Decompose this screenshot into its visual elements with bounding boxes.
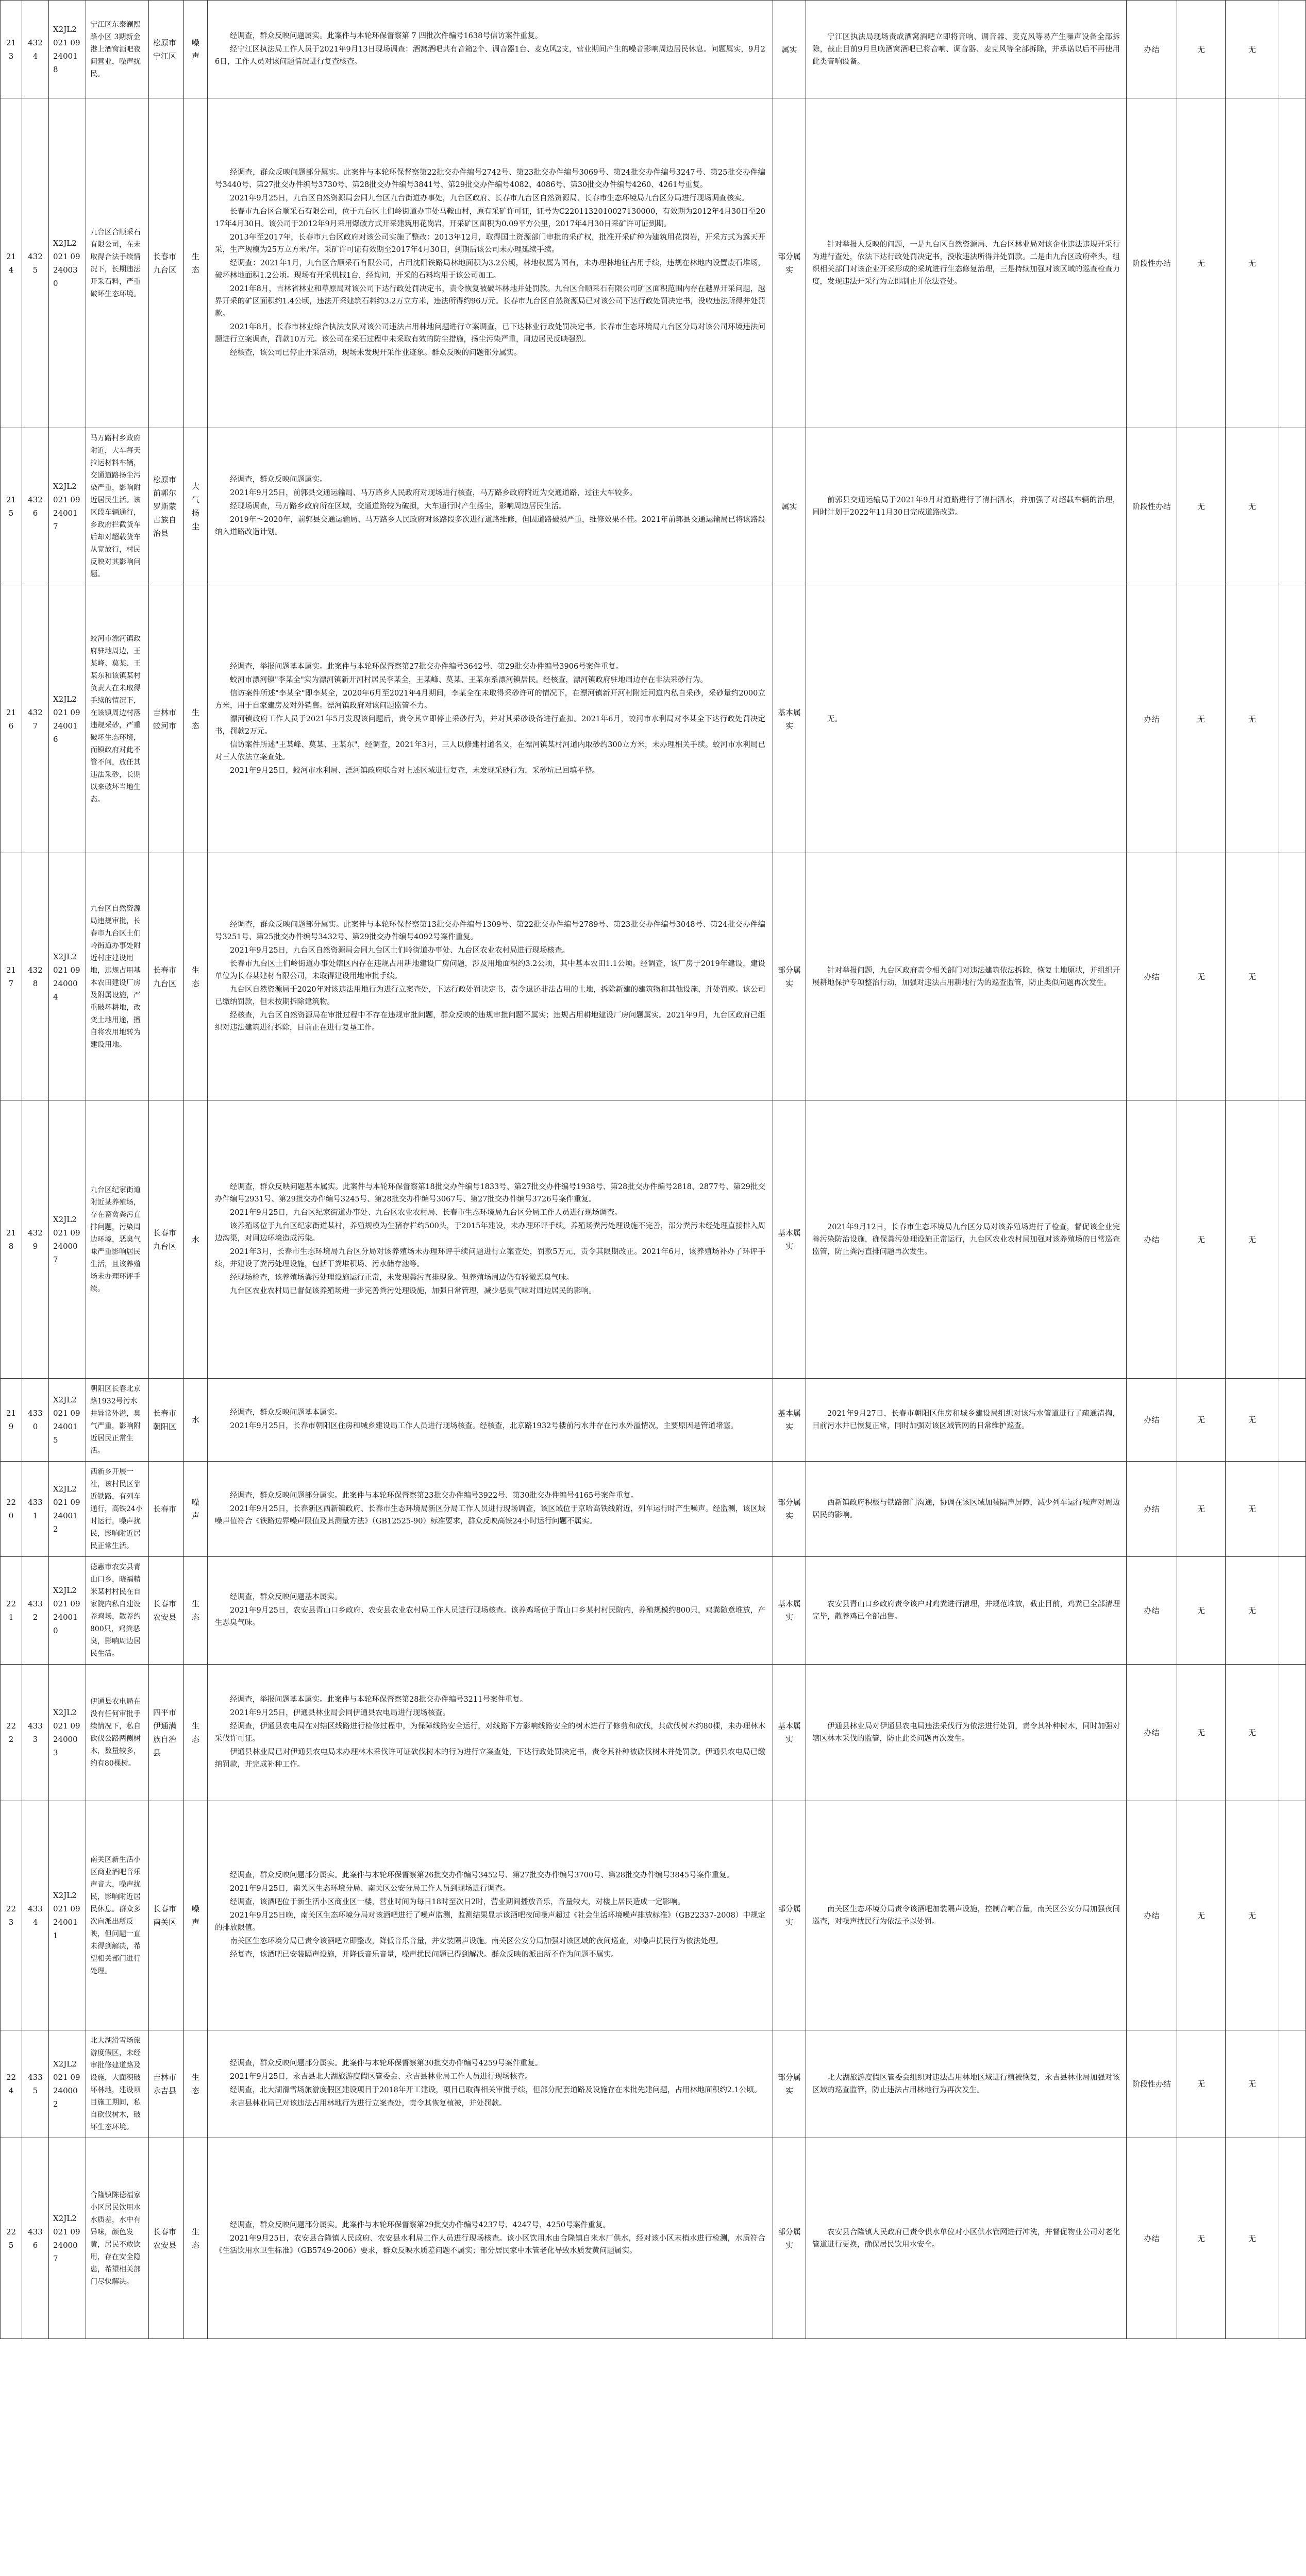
accountability-cell: 无: [1226, 98, 1279, 428]
detail-paragraph: 2021年9月25日，九台区纪家街道办事处、九台区农业农村局、长春市生态环境局九台区分局工作人员进行现场调查。: [230, 1208, 622, 1217]
penalty-cell: 无: [1177, 585, 1226, 853]
penalty-cell: 无: [1177, 1462, 1226, 1557]
investigation-detail-cell: [208, 98, 773, 428]
measures-text: 前郭县交通运输局于2021年9月对道路进行了清扫洒水，并加强了对超载车辆的治理，同时计划于2022年11月30日完成道路改造。: [812, 496, 1120, 517]
blank-cell: [1279, 2030, 1306, 2138]
detail-paragraph: 经调查，群众反映问题基本属实。: [230, 1593, 342, 1601]
table-row: [1, 1557, 1306, 1665]
blank-cell: [1279, 1462, 1306, 1557]
admin-area-cell: 吉林市蛟河市: [149, 585, 184, 853]
detail-paragraph: 2021年9月25日晚，南关区生态环境分局对该酒吧进行了噪声监测，监测结果显示该酒吧夜间噪声超过《社会生活环境噪声排放标准》（GB22337-2008）中规定的排放限值。: [215, 1911, 765, 1932]
complaint-cell: 马万路村乡政府附近，大车每天拉运材料车辆，交通道路扬尘污染严重，影响附近居民生活。该区段车辆通行，乡政府拦截货车后却对超载货车从宽放行，村民反映对其影响问题。: [86, 428, 149, 585]
table-row: [1, 853, 1306, 1100]
detail-paragraph: 2021年9月25日，九台区自然资源局会同九台区九台街道办事处，九台区政府、长春市九台区自然资源局、长春市生态环境局九台区分局进行现场调查核实。: [230, 194, 749, 202]
measures-cell: [806, 2138, 1127, 2339]
id-cell: 4327: [22, 585, 49, 853]
measures-cell: [806, 98, 1127, 428]
pollution-type-cell: 生态: [184, 2138, 208, 2339]
detail-paragraph: 2021年9月25日，农安县青山口乡政府、农安县农业农村局工作人员进行现场核查。该养鸡场位于青山口乡某村村民院内，养殖规模约800只，鸡粪随意堆放，产生恶臭气味。: [215, 1606, 765, 1627]
seq-cell: 221: [1, 1557, 22, 1665]
completion-status-cell: 办结: [1127, 1379, 1177, 1462]
completion-status-cell: 阶段性办结: [1127, 428, 1177, 585]
detail-paragraph: 南关区生态环境分局已责令该酒吧立即整改，降低音乐音量，并安装隔声设施。南关区公安分局加强对该区域的夜间巡查，对噪声扰民行为依法处理。: [230, 1937, 723, 1945]
case-no-cell: X2JL2021 09240003: [49, 1665, 86, 1801]
id-cell: 4334: [22, 1801, 49, 2030]
complaint-cell: 合隆镇陈德福家小区居民饮用水水质差，水中有异味，颜色发黄，居民不敢饮用，存在安全隐患，希望相关部门尽快解决。: [86, 2138, 149, 2339]
investigation-detail-cell: [208, 428, 773, 585]
pollution-type-cell: 生态: [184, 1665, 208, 1801]
admin-area-cell: 长春市: [149, 1462, 184, 1557]
id-cell: 4328: [22, 853, 49, 1100]
penalty-cell: 无: [1177, 2138, 1226, 2339]
completion-status-cell: 阶段性办结: [1127, 98, 1177, 428]
investigation-detail-cell: [208, 2138, 773, 2339]
verification-status-cell: 属实: [773, 428, 806, 585]
seq-cell: 218: [1, 1100, 22, 1379]
detail-paragraph: 信访案件所述"王某峰、莫某、王某东"，经调查，2021年3月，三人以修建村道名义，在漂河镇某村河道内取砂约300立方米，未办理相关手续。蛟河市水利局已对三人依法立案查处。: [215, 740, 765, 761]
verification-status-cell: 部分属实: [773, 853, 806, 1100]
detail-paragraph: 经调查，群众反映问题属实。: [230, 476, 327, 484]
detail-paragraph: 经调查，伊通县农电局在对辖区线路进行检修过程中，为保障线路安全运行，对线路下方影响线路安全的树木进行了修剪和砍伐，共砍伐树木约80棵，未办理林木采伐许可证。: [215, 1722, 765, 1743]
verification-status-cell: 属实: [773, 1, 806, 98]
investigation-detail-cell: [208, 1, 773, 98]
measures-cell: [806, 1462, 1127, 1557]
seq-cell: 217: [1, 853, 22, 1100]
blank-cell: [1279, 2138, 1306, 2339]
id-cell: 4332: [22, 1557, 49, 1665]
investigation-detail-cell: [208, 1801, 773, 2030]
admin-area-cell: 长春市九台区: [149, 1100, 184, 1379]
complaint-cell: 朝阳区长春北京路1932号污水井异常外溢，臭气严重，影响附近居民正常生活。: [86, 1379, 149, 1462]
detail-paragraph: 经调查，该酒吧位于新生活小区商业区一楼，营业时间为每日18时至次日2时，营业期间播放音乐，音量较大，对楼上居民造成一定影响。: [230, 1898, 685, 1906]
complaint-cell: 德惠市农安县青山口乡，晓福精米某村村民在自家院内私自建设养鸡场，散养约800只，鸡粪恶臭，影响周边居民生活。: [86, 1557, 149, 1665]
detail-paragraph: 九台区自然资源局于2020年对该违法用地行为进行立案查处，下达行政处罚决定书，责令退还非法占用的土地，拆除新建的建筑物和其他设施，并处罚款。该公司已缴纳罚款，但未按期拆除建筑物。: [215, 985, 765, 1006]
detail-paragraph: 经调查，北大湖滑雪场旅游度假区建设项目于2018年开工建设，项目已取得相关审批手续，但部分配套道路及设施存在未批先建问题，占用林地面积约2.1公顷。: [230, 2086, 762, 2094]
penalty-cell: 无: [1177, 1379, 1226, 1462]
accountability-cell: 无: [1226, 853, 1279, 1100]
measures-cell: [806, 1801, 1127, 2030]
accountability-cell: 无: [1226, 2138, 1279, 2339]
accountability-cell: 无: [1226, 1, 1279, 98]
seq-cell: 222: [1, 1665, 22, 1801]
case-no-cell: X2JL2021 09240010: [49, 1557, 86, 1665]
case-no-cell: X2JL2021 09240007: [49, 2138, 86, 2339]
detail-paragraph: 经宁江区执法局工作人员于2021年9月13日现场调查：酒窝酒吧共有音箱2个、调音器1台、麦克风2支，营业期间产生的噪音影响周边居民休息。问题属实，9月26日，工作人员对该问题情况进行复查核查。: [215, 45, 765, 66]
investigation-detail-cell: [208, 585, 773, 853]
blank-cell: [1279, 585, 1306, 853]
detail-paragraph: 2021年8月，吉林省林业和草原局对该公司下达行政处罚决定书，责令恢复被破坏林地并处罚款。九台区合顺采石有限公司矿区面积范围内存在越界开采问题，越界开采的矿区面积约1.4公顷，违法开采建筑石料约3.2万立方米，违法所得约96万元。长春市九台区自然资源局已对该公司下达行政处罚决定书，没收违法所得并处罚款。: [215, 284, 765, 318]
case-no-cell: X2JL2021 09240011: [49, 1801, 86, 2030]
complaint-cell: 宁江区东泰澜熙路小区 3期新金港上酒窝酒吧夜间营业，噪声扰民。: [86, 1, 149, 98]
detail-paragraph: 2021年3月，长春市生态环境局九台区分局对该养殖场未办理环评手续问题进行立案查处，罚款5万元，责令其限期改正。2021年6月，该养殖场补办了环评手续，并建设了粪污处理设施，包括干粪堆积场、污水储存池等。: [215, 1247, 765, 1268]
id-cell: 4335: [22, 2030, 49, 2138]
table-row: [1, 2138, 1306, 2339]
detail-paragraph: 经调查，群众反映问题部分属实。此案件与本轮环保督察第13批交办件编号1309号、第22批交办件编号2789号、第23批交办件编号3048号、第24批交办件编号3251号、第25批交办件编号3432号、第29批交办件编号4092号案件重复。: [215, 920, 765, 941]
case-no-cell: X2JL2021 09240017: [49, 428, 86, 585]
detail-paragraph: 信访案件所述"李某全"即李某全，2020年6月至2021年4月期间，李某全在未取得采砂许可的情况下，在漂河镇新开河村附近河道内私自采砂，采砂量约2000立方米，用于自家建房及对外销售。漂河镇政府对该问题监管不力。: [215, 689, 765, 710]
admin-area-cell: 长春市朝阳区: [149, 1379, 184, 1462]
pollution-type-cell: 水: [184, 1379, 208, 1462]
accountability-cell: 无: [1226, 1462, 1279, 1557]
table-row: [1, 1665, 1306, 1801]
table-row: [1, 585, 1306, 853]
investigation-detail-cell: [208, 1462, 773, 1557]
detail-paragraph: 经核查，该公司已停止开采活动，现场未发现开采作业迹象。群众反映的问题部分属实。: [230, 348, 522, 357]
blank-cell: [1279, 1, 1306, 98]
detail-paragraph: 永吉县林业局已对该违法占用林地行为进行立案查处，责令其恢复植被，并处罚款。: [230, 2099, 507, 2108]
penalty-cell: 无: [1177, 1100, 1226, 1379]
measures-cell: [806, 1, 1127, 98]
blank-cell: [1279, 853, 1306, 1100]
detail-paragraph: 经现场检查，该养殖场粪污处理设施运行正常，未发现粪污直排现象。但养殖场周边仍有轻微恶臭气味。: [230, 1273, 574, 1282]
seq-cell: 219: [1, 1379, 22, 1462]
investigation-detail-cell: [208, 1379, 773, 1462]
verification-status-cell: 基本属实: [773, 1100, 806, 1379]
seq-cell: 220: [1, 1462, 22, 1557]
id-cell: 4326: [22, 428, 49, 585]
measures-text: 农安县青山口乡政府责令该户对鸡粪进行清理，并规范堆放，截止目前，鸡粪已全部清理完毕，散养鸡已全部出售。: [812, 1600, 1120, 1621]
complaint-cell: 北大湖滑雪场旅游度假区，未经审批修建道路及设施，大面积破坏林地，建设项目施工期间，私自砍伐树木，破坏生态环境。: [86, 2030, 149, 2138]
penalty-cell: 无: [1177, 1665, 1226, 1801]
completion-status-cell: 办结: [1127, 2138, 1177, 2339]
investigation-detail-cell: [208, 1665, 773, 1801]
detail-paragraph: 2021年9月25日，长春市朝阳区住房和城乡建设局工作人员进行现场核查。经核查，北京路1932号楼前污水井存在污水外溢情况，主要原因是管道堵塞。: [230, 1422, 738, 1430]
pollution-type-cell: 生态: [184, 98, 208, 428]
detail-paragraph: 长春市九台区合顺采石有限公司，位于九台区土们岭街道办事处马鞍山村，原有采矿许可证，证号为C2201132010027130000，有效期为2012年4月30日至2017年4月30日。该公司于2012年9月采用爆破方式开采建筑用花岗岩，开采矿区面积为0.09平方公里，2017年4月30日采矿许可证到期。: [215, 207, 765, 228]
admin-area-cell: 长春市农安县: [149, 1557, 184, 1665]
table-row: [1, 98, 1306, 428]
table-row: [1, 1379, 1306, 1462]
completion-status-cell: 办结: [1127, 1100, 1177, 1379]
detail-paragraph: 2021年9月25日，长春新区西新镇政府、长春市生态环境局新区分局工作人员进行现场调查，该区域位于京哈高铁线附近，列车运行时产生噪声。经监测，该区域噪声值符合《铁路边界噪声限值及其测量方法》（GB12525-90）标准要求，群众反映高铁24小时运行问题不属实。: [215, 1505, 765, 1526]
detail-paragraph: 蛟河市漂河镇"李某全"实为漂河镇新开河村居民李某全，王某峰、莫某、王某东系漂河镇居民。经核查，漂河镇政府驻地周边存在非法采砂行为。: [230, 675, 708, 684]
detail-paragraph: 经复查，该酒吧已安装隔声设施，并降低音乐音量，噪声扰民问题已得到解决。群众反映的派出所不作为问题不属实。: [230, 1951, 618, 1959]
seq-cell: 225: [1, 2138, 22, 2339]
admin-area-cell: 松原市宁江区: [149, 1, 184, 98]
seq-cell: 214: [1, 98, 22, 428]
measures-text: 2021年9月12日，长春市生态环境局九台区分局对该养殖场进行了检查，督促该企业完善污染防治设施，确保粪污处理设施正常运行，九台区农业农村局加强对该养殖场的日常巡查监管，防止粪污直排问题再次发生。: [812, 1223, 1120, 1256]
measures-text: 宁江区执法局现场责成酒窝酒吧立即将音响、调音器、麦克风等易产生噪声设备全部拆除，截止目前9月旦晚酒窝酒吧已将音响、调音器、麦克风等全部拆除，并承诺以后不再使用此类音响设备。: [812, 32, 1120, 66]
admin-area-cell: 吉林市永吉县: [149, 2030, 184, 2138]
penalty-cell: 无: [1177, 1557, 1226, 1665]
complaint-cell: 南关区新生活小区商业酒吧音乐声音大，噪声扰民，影响附近居民休息。群众多次向派出所反映，但问题一直未得到解决，希望相关部门进行处理。: [86, 1801, 149, 2030]
detail-paragraph: 九台区农业农村局已督促该养殖场进一步完善粪污处理设施，加强日常管理，减少恶臭气味对周边居民的影响。: [230, 1286, 596, 1295]
pollution-type-cell: 大气 扬尘: [184, 428, 208, 585]
complaint-cell: 西新乡开展一社，该村民区靠近铁路，有列车通行，高铁24小时运行，噪声扰民，影响附近居民正常生活。: [86, 1462, 149, 1557]
complaint-cell: 九台区自然资源局违规审批，长春市九台区土们岭街道办事处附近村庄建设用地，违规占用基本农田建设厂房及附属设施，严重破坏耕地，改变土地用途，擅自将农用地转为建设用地。: [86, 853, 149, 1100]
accountability-cell: 无: [1226, 1665, 1279, 1801]
verification-status-cell: 部分属实: [773, 2138, 806, 2339]
case-no-cell: X2JL2021 09240007: [49, 1100, 86, 1379]
completion-status-cell: 办结: [1127, 1557, 1177, 1665]
id-cell: 4333: [22, 1665, 49, 1801]
penalty-cell: 无: [1177, 1801, 1226, 2030]
case-no-cell: X2JL2021 09240015: [49, 1379, 86, 1462]
detail-paragraph: 经调查，举报问题基本属实。此案件与本轮环保督察第27批交办件编号3642号、第29批交办件编号3906号案件重复。: [230, 662, 624, 671]
detail-paragraph: 经调查，举报问题基本属实。此案件与本轮环保督察第28批交办件编号3211号案件重复。: [230, 1696, 528, 1704]
pollution-type-cell: 生态: [184, 2030, 208, 2138]
detail-paragraph: 经核查，九台区自然资源局在审批过程中不存在违规审批问题，群众反映的违规审批问题不属实；违规占用耕地建设厂房问题属实。2021年9月，九台区政府已组织对违法建筑进行拆除，目前正在进行复垦工作。: [215, 1011, 765, 1032]
measures-text: 针对举报人反映的问题，一是九台区自然资源局、九台区林业局对该企业违法违规开采行为进行查处，依法下达行政处罚决定书，没收违法所得并处罚款。二是由九台区政府牵头，组织相关部门对该企业开采形成的采坑进行生态修复治理，三是持续加强对该区域的巡查检查力度，发现违法开采行为立即制止并依法查处。: [812, 240, 1120, 286]
verification-status-cell: 部分属实: [773, 2030, 806, 2138]
completion-status-cell: 阶段性办结: [1127, 2030, 1177, 2138]
measures-text: 农安县合隆镇人民政府已责令供水单位对小区供水管网进行冲洗，并督促物业公司对老化管道进行更换，确保居民饮用水安全。: [812, 2228, 1120, 2249]
table-row: [1, 428, 1306, 585]
detail-paragraph: 2021年9月25日，前郭县交通运输局、马万路乡人民政府对现场进行核查，马万路乡政府附近为交通道路，过往大车较多。: [230, 489, 637, 497]
blank-cell: [1279, 1801, 1306, 2030]
accountability-cell: 无: [1226, 2030, 1279, 2138]
detail-paragraph: 2019年～2020年，前郭县交通运输局、马万路乡人民政府对该路段多次进行道路维修，但因道路破损严重，维修效果不佳。2021年前郭县交通运输局已将该路段纳入道路改造计划。: [215, 516, 765, 536]
measures-text: 南关区生态环境分局责令该酒吧加装隔声设施，控制音响音量，南关区公安分局加强夜间巡查，对噪声扰民行为依法予以处罚。: [812, 1905, 1120, 1926]
completion-status-cell: 办结: [1127, 1801, 1177, 2030]
measures-cell: [806, 1665, 1127, 1801]
pollution-type-cell: 水: [184, 1100, 208, 1379]
investigation-detail-cell: [208, 1557, 773, 1665]
accountability-cell: 无: [1226, 1379, 1279, 1462]
verification-status-cell: 基本属实: [773, 1379, 806, 1462]
seq-cell: 213: [1, 1, 22, 98]
admin-area-cell: 长春市九台区: [149, 98, 184, 428]
detail-paragraph: 2021年9月25日，蛟河市水利局、漂河镇政府联合对上述区域进行复查，未发现采砂行为，采砂坑已回填平整。: [230, 766, 600, 775]
blank-cell: [1279, 1557, 1306, 1665]
pollution-type-cell: 生态: [184, 1557, 208, 1665]
penalty-cell: 无: [1177, 98, 1226, 428]
measures-text: 无。: [827, 715, 842, 723]
admin-area-cell: 松原市前郭尔罗斯蒙古族自治县: [149, 428, 184, 585]
measures-text: 伊通县林业局对伊通县农电局违法采伐行为依法进行处罚，责令其补种树木，同时加强对辖区林木采伐的监管，防止此类问题再次发生。: [812, 1722, 1120, 1743]
penalty-cell: 无: [1177, 428, 1226, 585]
detail-paragraph: 经调查，群众反映问题部分属实。此案件与本轮环保督察第23批交办件编号3922号、第30批交办件编号4165号案件重复。: [230, 1492, 639, 1500]
measures-text: 西新镇政府积极与铁路部门沟通，协调在该区域加装隔声屏障，减少列车运行噪声对周边居民的影响。: [812, 1499, 1120, 1519]
investigation-detail-cell: [208, 2030, 773, 2138]
complaint-cell: 九台区纪家街道附近某养殖场，存在畜禽粪污直排问题，污染周边环境，恶臭气味严重影响居民生活，且该养殖场未办理环评手续。: [86, 1100, 149, 1379]
admin-area-cell: 长春市农安县: [149, 2138, 184, 2339]
measures-cell: [806, 1557, 1127, 1665]
blank-cell: [1279, 428, 1306, 585]
accountability-cell: 无: [1226, 1557, 1279, 1665]
blank-cell: [1279, 1665, 1306, 1801]
completion-status-cell: 办结: [1127, 585, 1177, 853]
measures-cell: [806, 1379, 1127, 1462]
detail-paragraph: 经调查，群众反映问题基本属实。: [230, 1409, 342, 1417]
detail-paragraph: 经调查，群众反映问题部分属实。此案件与本轮环保督察第22批交办件编号2742号、第23批交办件编号3069号、第24批交办件编号3247号、第25批交办件编号3440号、第27批交办件编号3730号、第28批交办件编号3841号、第29批交办件编号4082、4086号、第30批交办件编号4260、4261号重复。: [215, 168, 765, 189]
penalty-cell: 无: [1177, 853, 1226, 1100]
complaint-cell: 伊通县农电局在没有任何审批手续情况下，私自砍伐公路两侧树木，数量较多，约有80棵树。: [86, 1665, 149, 1801]
completion-status-cell: 办结: [1127, 853, 1177, 1100]
complaint-cell: 九台区合顺采石有限公司，在未取得合法手续情况下，长期违法开采石料，严重破坏生态环境。: [86, 98, 149, 428]
detail-paragraph: 2021年9月25日，九台区自然资源局会同九台区土们岭街道办事处、九台区农业农村局进行现场核查。: [230, 946, 570, 955]
detail-paragraph: 长春市九台区土们岭街道办事处辖区内存在违规占用耕地建设厂房问题，涉及用地面积约3.2公顷，其中基本农田1.1公顷。经调查，该厂房于2019年建设，建设单位为长春某建材有限公司，未取得建设用地审批手续。: [215, 959, 765, 980]
detail-paragraph: 伊通县林业局已对伊通县农电局未办理林木采伐许可证砍伐树木的行为进行立案查处，下达行政处罚决定书，责令其补种被砍伐树木并处罚款。伊通县农电局已缴纳罚款，并完成补种工作。: [215, 1748, 765, 1769]
investigation-detail-cell: [208, 853, 773, 1100]
table-row: [1, 1100, 1306, 1379]
seq-cell: 224: [1, 2030, 22, 2138]
detail-paragraph: 经调查，群众反映问题基本属实。此案件与本轮环保督察第18批交办件编号1833号、第27批交办件编号1938号、第28批交办件编号2818、2877号、第29批交办件编号2931号、第29批交办件编号3245号、第28批交办件编号3067号、第27批交办件编号3726号案件重复。: [215, 1182, 765, 1204]
detail-paragraph: 经调查，群众反映问题部分属实。此案件与本轮环保督察第30批交办件编号4259号案件重复。: [230, 2059, 543, 2067]
detail-paragraph: 2021年9月25日，南关区生态环境分局、南关区公安分局工作人员到现场进行调查。: [230, 1885, 510, 1893]
table-row: [1, 1801, 1306, 2030]
verification-status-cell: 基本属实: [773, 585, 806, 853]
pollution-type-cell: 噪声: [184, 1, 208, 98]
verification-status-cell: 基本属实: [773, 1665, 806, 1801]
table-row: [1, 1, 1306, 98]
case-table-body: [1, 1, 1306, 2339]
id-cell: 4329: [22, 1100, 49, 1379]
case-no-cell: X2JL2021 09240030: [49, 98, 86, 428]
accountability-cell: 无: [1226, 1100, 1279, 1379]
measures-text: 北大湖旅游度假区管委会组织对违法占用林地区域进行植被恢复，永吉县林业局加强对该区域的巡查监管，防止违法占用林地行为再次发生。: [812, 2074, 1120, 2094]
measures-cell: [806, 428, 1127, 585]
complaint-cell: 蛟河市漂河镇政府驻地周边，王某峰、莫某、王某东和该镇某村负责人在未取得手续的情况下，在该镇周边村落违规采砂，严重破坏生态环境，而镇政府对此不管不问，放任其违法采砂，长期以来破坏当地生态。: [86, 585, 149, 853]
seq-cell: 223: [1, 1801, 22, 2030]
case-no-cell: X2JL2021 09240002: [49, 2030, 86, 2138]
admin-area-cell: 长春市九台区: [149, 853, 184, 1100]
blank-cell: [1279, 1379, 1306, 1462]
verification-status-cell: 部分属实: [773, 1801, 806, 2030]
penalty-cell: 无: [1177, 2030, 1226, 2138]
pollution-type-cell: 噪声: [184, 1801, 208, 2030]
detail-paragraph: 经调查，群众反映问题部分属实。此案件与本轮环保督察第29批交办件编号4237号、4247号、4250号案件重复。: [230, 2221, 611, 2229]
investigation-detail-cell: [208, 1100, 773, 1379]
detail-paragraph: 2021年9月25日，农安县合隆镇人民政府、农安县水利局工作人员进行现场核查。该小区饮用水由合隆镇自来水厂供水，经对该小区末梢水进行检测，水质符合《生活饮用水卫生标准》（GB5749-2006）要求，群众反映水质差问题不属实；部分居民家中水管老化导致水质发黄问题属实。: [215, 2234, 765, 2255]
blank-cell: [1279, 98, 1306, 428]
measures-cell: [806, 2030, 1127, 2138]
case-no-cell: X2JL2021 09240016: [49, 585, 86, 853]
accountability-cell: 无: [1226, 585, 1279, 853]
completion-status-cell: 办结: [1127, 1462, 1177, 1557]
id-cell: 4331: [22, 1462, 49, 1557]
measures-cell: [806, 1100, 1127, 1379]
accountability-cell: 无: [1226, 1801, 1279, 2030]
completion-status-cell: 办结: [1127, 1665, 1177, 1801]
seq-cell: 215: [1, 428, 22, 585]
admin-area-cell: 长春市南关区: [149, 1801, 184, 2030]
case-no-cell: X2JL2021 09240018: [49, 1, 86, 98]
case-no-cell: X2JL2021 09240012: [49, 1462, 86, 1557]
detail-paragraph: 该养殖场位于九台区纪家街道某村，养殖规模为生猪存栏约500头，于2015年建设，未办理环评手续。养殖场粪污处理设施不完善，部分粪污未经处理直接排入周边沟渠，对周边环境造成污染。: [215, 1222, 765, 1243]
id-cell: 4336: [22, 2138, 49, 2339]
case-no-cell: X2JL2021 09240004: [49, 853, 86, 1100]
verification-status-cell: 基本属实: [773, 1557, 806, 1665]
table-row: [1, 2030, 1306, 2138]
detail-paragraph: 2021年9月25日，永吉县北大湖旅游度假区管委会、永吉县林业局工作人员进行现场核查。: [230, 2073, 532, 2081]
detail-paragraph: 2021年8月，长春市林业综合执法支队对该公司违法占用林地问题进行立案调查，已下达林业行政处罚决定书。长春市生态环境局九台区分局对该公司环境违法问题进行立案调查，罚款10万元。该公司在采石过程中未采取有效的防尘措施，扬尘污染严重，周边居民反映强烈。: [215, 323, 765, 344]
pollution-type-cell: 生态: [184, 853, 208, 1100]
detail-paragraph: 经现场调查，马万路乡政府所在区域，交通道路较为破损，大车通行时产生扬尘，影响周边居民生活。: [230, 502, 566, 511]
id-cell: 4330: [22, 1379, 49, 1462]
measures-text: 针对举报问题，九台区政府责令相关部门对违法建筑依法拆除，恢复土地原状，并组织开展耕地保护专项整治行动，加强对违法占用耕地行为的巡查监管，防止类似问题再次发生。: [812, 966, 1120, 987]
blank-cell: [1279, 1100, 1306, 1379]
detail-paragraph: 2021年9月25日，伊通县林业局会同伊通县农电局进行现场核查。: [230, 1709, 450, 1717]
detail-paragraph: 漂河镇政府工作人员于2021年5月发现该问题后，责令其立即停止采砂行为，并对其采砂设备进行查扣。2021年6月，蛟河市水利局对李某全下达行政处罚决定书，罚款2万元。: [215, 715, 765, 736]
table-row: [1, 1462, 1306, 1557]
accountability-cell: 无: [1226, 428, 1279, 585]
measures-text: 2021年9月27日，长春市朝阳区住房和城乡建设局组织对该污水管道进行了疏通清掏，目前污水井已恢复正常，同时加强对该区域管网的日常维护巡查。: [812, 1410, 1120, 1430]
penalty-cell: 无: [1177, 1, 1226, 98]
seq-cell: 216: [1, 585, 22, 853]
pollution-type-cell: 噪声: [184, 1462, 208, 1557]
measures-cell: [806, 585, 1127, 853]
measures-cell: [806, 853, 1127, 1100]
pollution-type-cell: 生态: [184, 585, 208, 853]
detail-paragraph: 2013年至2017年，长春市九台区政府对该公司实施了整改：2013年12月，取得国土资源部门审批的采矿权，批准开采矿种为建筑用花岗岩，开采方式为露天开采，生产规模为25万立方米/年。采矿许可证有效期至2017年4月30日，到期后该公司未办理延续手续。: [215, 233, 765, 254]
id-cell: 4325: [22, 98, 49, 428]
completion-status-cell: 办结: [1127, 1, 1177, 98]
detail-paragraph: 经调查，群众反映问题属实。此案件与本轮环保督察第 7 四批次件编号1638号信访案件重复。: [230, 31, 543, 40]
verification-status-cell: 部分属实: [773, 98, 806, 428]
detail-paragraph: 经调查：2021年1月，九台区合顺采石有限公司，占用沈阳铁路局林地面积为3.2公顷，林地权属为国有，未办理林地征占用手续，违规在林地内设置废石堆场，破坏林地面积1.2公顷。现场有开采机械1台，经询问，开采的石料均用于该公司加工。: [215, 259, 765, 280]
detail-paragraph: 经调查，群众反映问题部分属实。此案件与本轮环保督察第26批交办件编号3452号、第27批交办件编号3700号、第28批交办件编号3845号案件重复。: [230, 1871, 734, 1879]
admin-area-cell: 四平市伊通满族自治县: [149, 1665, 184, 1801]
verification-status-cell: 部分属实: [773, 1462, 806, 1557]
id-cell: 4324: [22, 1, 49, 98]
